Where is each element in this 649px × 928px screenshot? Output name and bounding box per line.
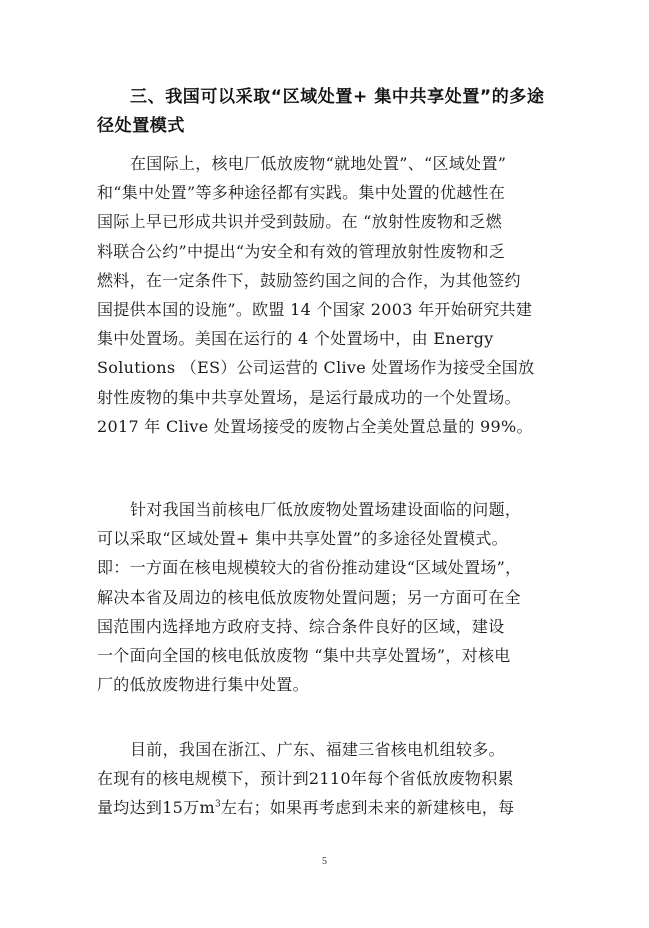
text-line [97,793,557,822]
heading-line: 三、我国可以采取“区域处置+ 集中共享处置”的多途 [130,87,545,107]
unit-superscript: 3 [214,800,221,811]
text-line: 在现有的核电规模下，预计到2110年每个省低放废物积累 [97,769,514,789]
text-line: 料联合公约”中提出“为安全和有效的管理放射性废物和乏 [97,241,506,261]
text-line: 和“集中处置”等多种途径都有实践。集中处置的优越性在 [97,183,506,203]
text-line: 目前，我国在浙江、广东、福建三省核电机组较多。 [130,740,505,759]
page-number: 5 [322,856,327,867]
text-line: 即：一方面在核电规模较大的省份推动建设“区域处置场”， [97,558,522,578]
text-line: 一个面向全国的核电低放废物 “集中共享处置场”，对核电 [97,646,511,666]
text-line: 燃料，在一定条件下，鼓励签约国之间的合作，为其他签约 [97,270,521,290]
text-line: 解决本省及周边的核电低放废物处置问题；另一方面可在全 [97,587,521,607]
text-line: Solutions （ES）公司运营的 Clive 处置场作为接受全国放 [97,358,535,378]
text-line: 集中处置场。美国在运行的 4 个处置场中，由 Energy [97,329,494,349]
text-line: 射性废物的集中共享处置场，是运行最成功的一个处置场。 [97,387,521,407]
paragraph-international-practice [97,149,557,441]
text-line: 国范围内选择地方政府支持、综合条件良好的区域，建设 [97,616,505,636]
text-line: 国际上早已形成共识并受到鼓励。在 “放射性废物和乏燃 [97,212,503,232]
text-line: 在国际上，核电厂低放废物“就地处置”、“区域处置” [130,154,507,173]
heading-line: 径处置模式 [97,116,185,136]
section-heading [97,83,567,141]
text-fragment: 量均达到15万m [97,798,215,818]
text-line: 2017 年 Clive 处置场接受的废物占全美处置总量的 99%。 [97,416,533,436]
text-line: 可以采取“区域处置+ 集中共享处置”的多途径处置模式。 [97,529,508,549]
text-line: 厂的低放废物进行集中处置。 [97,675,309,695]
paragraph-proposed-mode [97,495,557,699]
text-line: 国提供本国的设施”。欧盟 14 个国家 2003 年开始研究共建 [97,300,533,320]
paragraph-current-situation [97,735,557,823]
text-line: 针对我国当前核电厂低放废物处置场建设面临的问题， [130,500,522,519]
text-fragment: 左右；如果再考虑到未来的新建核电，每 [220,798,515,818]
